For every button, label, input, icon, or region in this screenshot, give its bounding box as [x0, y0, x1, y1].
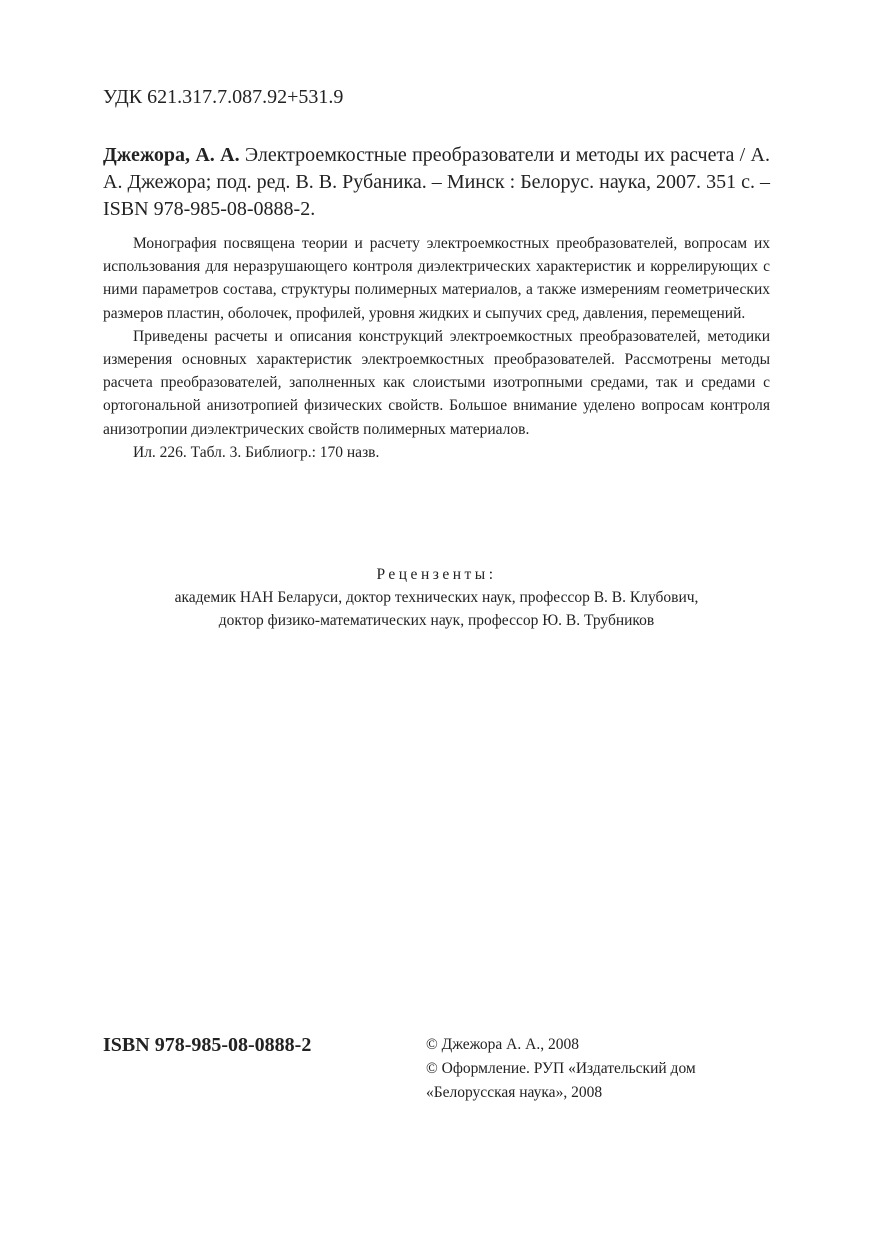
isbn: ISBN 978-985-08-0888-2	[103, 1034, 312, 1056]
copyright-line: © Оформление. РУП «Издательский дом	[426, 1060, 696, 1077]
reviewers-heading: Рецензенты:	[376, 566, 497, 583]
annotation	[103, 232, 770, 464]
copyright-line: © Джежора А. А., 2008	[426, 1036, 579, 1053]
annotation-paragraph: Приведены расчеты и описания конструкций электроемкостных преобразователей, методики измерения основных характеристик электроемкостных преобразователей. Рассмотрены методы расчета преобразователей, заполненных как слоистыми изотропными средами, так и средами с ортогональной анизотропией физических свойств. Большое внимание уделено вопросам контроля анизотропии диэлектрических свойств полимерных материалов.	[103, 327, 770, 438]
illustrations-summary: Ил. 226. Табл. 3. Библиогр.: 170 назв.	[133, 443, 380, 461]
annotation-paragraph: Монография посвящена теории и расчету электроемкостных преобразователей, вопросам их использования для неразрушающего контроля диэлектрических характеристик и коррелирующих с ними параметров состава, структуры полимерных материалов, а также измерениям геометрических размеров пластин, оболочек, профилей, уровня жидких и сыпучих сред, давления, перемещений.	[103, 235, 770, 322]
reviewer-entry: академик НАН Беларуси, доктор технических наук, профессор В. В. Клубович,	[174, 589, 699, 606]
bibliographic-record	[103, 142, 770, 223]
udc-code: УДК 621.317.7.087.92+531.9	[103, 86, 344, 108]
reviewers-block	[103, 563, 770, 632]
reviewer-entry: доктор физико-математических наук, профессор Ю. В. Трубников	[218, 612, 655, 629]
book-description: Электроемкостные преобразователи и методы их расчета / А. А. Джежора; под. ред. В. В. Рубаника. – Минск : Белорус. наука, 2007. 351 с. – ISBN 978-985-08-0888-2.	[103, 144, 770, 220]
copyright-line: «Белорусская наука», 2008	[426, 1084, 603, 1101]
copyright-block	[426, 1033, 696, 1105]
author-name: Джежора, А. А.	[103, 144, 240, 166]
